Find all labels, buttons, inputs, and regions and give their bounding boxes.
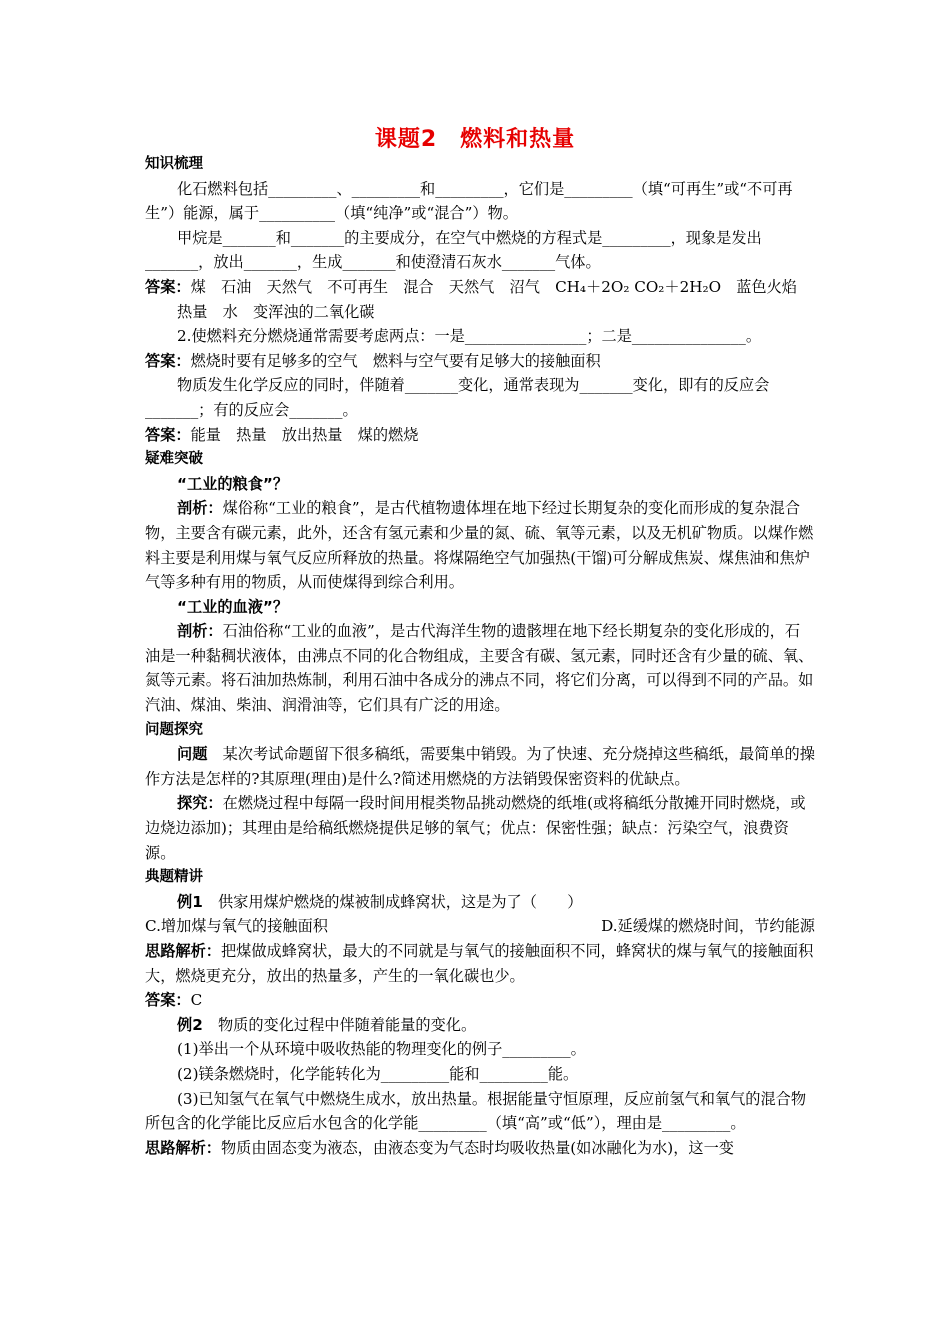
section-heading-inquiry: 问题探究	[145, 721, 203, 738]
answer-label: 答案：	[145, 991, 191, 1010]
example-text: 供家用煤炉燃烧的煤被制成蜂窝状，这是为了（ ）	[202, 892, 583, 911]
answer	[145, 349, 815, 374]
example-2	[145, 1013, 815, 1038]
sub-question-2: (2)镁条燃烧时，化学能转化为_________能和_________能。	[177, 1064, 579, 1083]
paragraph: 物质发生化学反应的同时，伴随着_______变化，通常表现为_______变化，即有的反应会_______；有的反应会_______。	[145, 376, 770, 419]
analysis-text: 煤俗称“工业的粮食”，是古代植物遗体埋在地下经过长期复杂的变化而形成的复杂混合物，主要含有碳元素，此外，还含有氢元素和少量的氮、硫、氧等元素，以及无机矿物质。以煤作燃料主要是利用煤与氧气反应所释放的热量。将煤隔绝空气加强热(干馏)可分解成焦炭、煤焦油和焦炉气等多种有用的物质，从而使煤得到综合利用。	[145, 499, 814, 592]
answer-text: 煤 石油 天然气 不可再生 混合 天然气 沼气 CH₄＋2O₂ CO₂＋2H₂O 蓝色火焰 热量 水 变浑浊的二氧化碳	[177, 277, 813, 321]
solution-text: 把煤做成蜂窝状，最大的不同就是与氧气的接触面积不同，蜂窝状的煤与氧气的接触面积大，燃烧更充分，放出的热量多，产生的一氧化碳也少。	[145, 942, 814, 985]
sub-question-3: (3)已知氢气在氧气中燃烧生成水，放出热量。根据能量守恒原理，反应前氢气和氧气的混合物所包含的化学能比反应后水包含的化学能_________（填“高”或“低”），理由是_________。	[145, 1089, 807, 1133]
option-d: D.延缓煤的燃烧时间，节约能源	[601, 917, 815, 936]
section-heading-difficulties: 疑难突破	[145, 451, 203, 468]
paragraph: 化石燃料包括_________、_________和_________，它们是_________（填“可再生”或“不可再生”）能源，属于__________（填“纯净”或“混合”）物。	[145, 179, 793, 223]
problem-label: 问题	[177, 745, 208, 764]
solution-label: 思路解析：	[145, 942, 221, 960]
exploration-label: 探究：	[177, 794, 223, 813]
solution-label: 思路解析：	[145, 1138, 221, 1157]
solution	[145, 1136, 815, 1161]
answer-label: 答案：	[145, 277, 191, 296]
paragraph: 甲烷是_______和_______的主要成分，在空气中燃烧的方程式是_________，现象是发出_______，放出_______，生成_______和使澄清石灰水_______气体。	[145, 228, 762, 272]
solution	[145, 939, 815, 988]
option-c: C.增加煤与氧气的接触面积	[145, 917, 328, 936]
page-title: 课题2 燃料和热量	[374, 127, 576, 152]
example-label: 例2	[177, 1015, 203, 1034]
exploration	[145, 791, 815, 865]
options-row	[145, 914, 815, 939]
example-1	[145, 890, 815, 915]
question-title: “工业的血液”？	[177, 597, 289, 616]
paragraph: 2.使燃料充分燃烧通常需要考虑两点：一是________________；二是_______________。	[177, 327, 762, 346]
analysis-text: 石油俗称“工业的血液”，是古代海洋生物的遗骸埋在地下经长期复杂的变化形成的，石油是一种黏稠状液体，由沸点不同的化合物组成，主要含有碳、氢元素，同时还含有少量的硫、氧、氮等元素。将石油加热炼制，利用石油中各成分的沸点不同，将它们分离，可以得到不同的产品。如汽油、煤油、柴油、润滑油等，它们具有广泛的用途。	[145, 622, 814, 715]
section-heading-knowledge: 知识梳理	[145, 156, 203, 172]
exploration-text: 在燃烧过程中每隔一段时间用棍类物品挑动燃烧的纸堆(或将稿纸分散摊开同时燃烧，或边烧边添加)；其理由是给稿纸燃烧提供足够的氧气；优点：保密性强；缺点：污染空气，浪费资源。	[145, 794, 806, 862]
answer-text: C	[190, 991, 203, 1010]
problem	[145, 742, 815, 791]
example-label: 例1	[177, 892, 203, 911]
answer-text: 燃烧时要有足够多的空气 燃料与空气要有足够大的接触面积	[190, 351, 601, 370]
analysis	[145, 619, 815, 717]
analysis-label: 剖析：	[177, 499, 223, 518]
example-text: 物质的变化过程中伴随着能量的变化。	[202, 1015, 477, 1034]
problem-text: 某次考试命题留下很多稿纸，需要集中销毁。为了快速、充分烧掉这些稿纸，最简单的操作方法是怎样的?其原理(理由)是什么?简述用燃烧的方法销毁保密资料的优缺点。	[145, 745, 815, 788]
solution-text: 物质由固态变为液态，由液态变为气态时均吸收热量(如冰融化为水)，这一变	[220, 1138, 734, 1157]
answer	[145, 423, 815, 448]
answer-label: 答案：	[145, 351, 191, 370]
document-body	[145, 152, 815, 1160]
answer-text: 能量 热量 放出热量 煤的燃烧	[190, 425, 419, 444]
analysis-label: 剖析：	[177, 622, 223, 641]
answer-label: 答案：	[145, 425, 191, 444]
answer	[145, 275, 815, 324]
analysis	[145, 496, 815, 594]
section-heading-examples: 典题精讲	[145, 869, 203, 886]
answer	[145, 988, 815, 1013]
sub-question-1: (1)举出一个从环境中吸收热能的物理变化的例子_________。	[177, 1040, 586, 1059]
question-title: “工业的粮食”？	[177, 474, 289, 493]
